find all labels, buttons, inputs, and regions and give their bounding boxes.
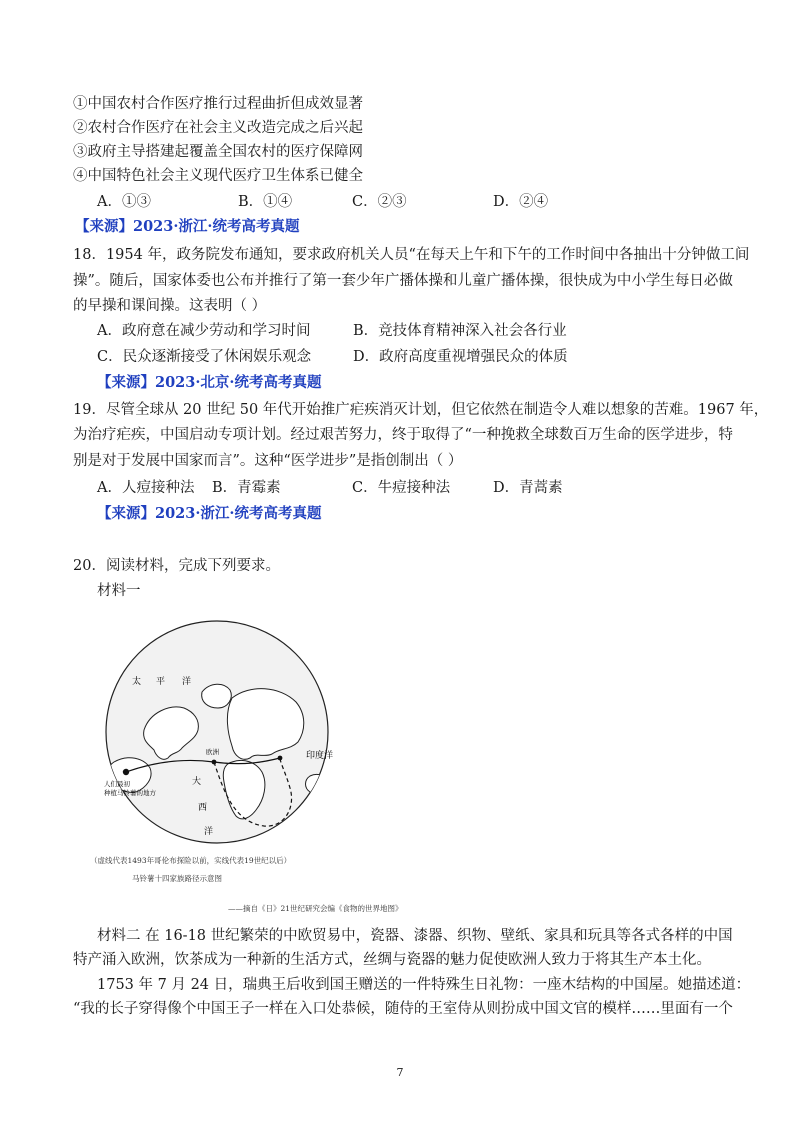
origin-marker: [123, 769, 129, 775]
material-2-line-1: 材料二 在 16-18 世纪繁荣的中欧贸易中，瓷器、漆器、织物、壁纸、家具和玩具等各式各样的中国: [97, 928, 733, 944]
pacific-label-1: 太: [132, 677, 142, 687]
europe-marker: [212, 760, 217, 765]
q18-option-d: D．政府高度重视增强民众的体质: [353, 349, 568, 365]
atlantic-label-2: 西: [198, 803, 208, 813]
q17-item-3: ③政府主导搭建起覆盖全国农村的医疗保障网: [73, 144, 363, 160]
europe-label: 欧洲: [206, 748, 219, 756]
asia-marker: [278, 756, 283, 761]
globe-map: [84, 612, 350, 882]
q17-option-c: C．②③: [352, 194, 407, 210]
pacific-label-2: 平: [156, 677, 166, 687]
material-1-label: 材料一: [97, 583, 141, 599]
q17-source: 【来源】2023·浙江·统考高考真题: [75, 218, 300, 235]
q18-option-b: B．竞技体育精神深入社会各行业: [353, 323, 567, 339]
potato-spread-map: [84, 612, 350, 912]
q18-line-1: 18．1954 年，政务院发布通知，要求政府机关人员“在每天上午和下午的工作时间中各抽出十分钟做工间: [73, 247, 750, 263]
q19-option-a: A．人痘接种法: [97, 480, 195, 496]
atlantic-label-3: 洋: [204, 827, 214, 837]
q19-source: 【来源】2023·浙江·统考高考真题: [97, 505, 322, 522]
material-2-line-3: 1753 年 7 月 24 日，瑞典王后收到国王赠送的一件特殊生日礼物：一座木结构的中国屋。她描述道：: [97, 977, 751, 993]
q17-option-b: B．①④: [238, 194, 293, 210]
q19-option-c: C．牛痘接种法: [352, 480, 451, 496]
india-ocean-label: 印度洋: [306, 751, 334, 761]
q18-line-2: 操”。随后，国家体委也公布并推行了第一套少年广播体操和儿童广播体操，很快成为中小学生每日必做: [73, 273, 733, 289]
q18-option-a: A．政府意在减少劳动和学习时间: [97, 323, 311, 339]
q19-line-3: 别是对于发展中国家而言”。这种“医学进步”是指创制出（ ）: [73, 453, 463, 469]
q20-title: 20．阅读材料，完成下列要求。: [73, 558, 280, 574]
australia-landmass: [306, 774, 329, 793]
q17-option-d: D．②④: [493, 194, 549, 210]
page-number: 7: [396, 1066, 404, 1079]
q19-line-1: 19．尽管全球从 20 世纪 50 年代开始推广疟疾消灭计划，但它依然在制造令人难以想象的苦难。1967 年，: [73, 402, 769, 418]
material-2-line-4: “我的长子穿得像个中国王子一样在入口处恭候，随侍的王室侍从则扮成中国文官的模样……里面有一个: [73, 1001, 733, 1017]
q19-option-b: B．青霉素: [212, 480, 281, 496]
q19-line-2: 为治疗疟疾，中国启动专项计划。经过艰苦努力，终于取得了“一种挽救全球数百万生命的医学进步，特: [73, 427, 733, 443]
q18-option-c: C．民众逐渐接受了休闲娱乐观念: [97, 349, 312, 365]
map-legend: （虚线代表1493年哥伦布探险以前，实线代表19世纪以后）: [90, 856, 292, 865]
greenland-landmass: [202, 684, 232, 708]
material-2-line-2: 特产涌入欧洲，饮茶成为一种新的生活方式，丝绸与瓷器的魅力促使欧洲人致力于将其生产本土化。: [73, 952, 711, 968]
q18-line-3: 的早操和课间操。这表明（ ）: [73, 298, 267, 314]
map-credit: ——摘自《日》21世纪研究会编《食物的世界地图》: [228, 904, 403, 913]
origin-label-2: 种植马铃薯的地方: [104, 789, 156, 797]
atlantic-label-1: 大: [192, 777, 202, 787]
q17-item-4: ④中国特色社会主义现代医疗卫生体系已健全: [73, 168, 363, 184]
q18-source: 【来源】2023·北京·统考高考真题: [97, 374, 322, 391]
map-title: 马铃薯十四家族路径示意图: [132, 874, 222, 883]
q17-option-a: A．①③: [97, 194, 151, 210]
origin-label: 人们最初: [104, 780, 130, 788]
q19-option-d: D．青蒿素: [493, 480, 563, 496]
q17-item-2: ②农村合作医疗在社会主义改造完成之后兴起: [73, 120, 363, 136]
pacific-label-3: 洋: [182, 677, 192, 687]
q17-item-1: ①中国农村合作医疗推行过程曲折但成效显著: [73, 96, 363, 112]
